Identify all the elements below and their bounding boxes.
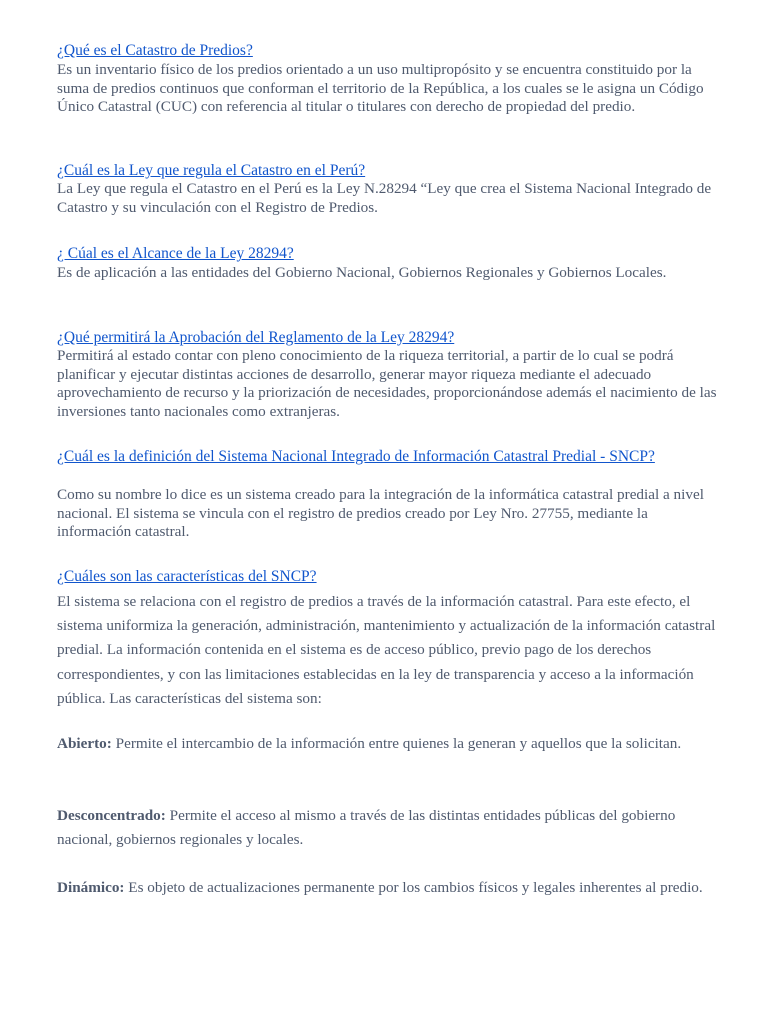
answer-caracteristicas: El sistema se relaciona con el registro de predios a través de la información catastral. Para este efecto, el sistema uniformiza la generación, administración, mantenimiento y actualización de la información catastral predial. La información contenida en el sistema es de acceso público, previo pago de los derechos correspondientes, y con las limitaciones establecidas en la ley de transparencia y acceso a la información pública. Las características del sistema son: [57,593,716,707]
question-link-caracteristicas[interactable]: ¿Cuáles son las características del SNCP? [57,568,317,585]
question-link-reglamento[interactable]: ¿Qué permitirá la Aprobación del Reglamento de la Ley 28294? [57,329,455,346]
answer-alcance: Es de aplicación a las entidades del Gobierno Nacional, Gobiernos Regionales y Gobiernos Locales. [57,264,667,281]
answer-sncp-definicion: Como su nombre lo dice es un sistema creado para la integración de la informática catastral predial a nivel nacional. El sistema se vincula con el registro de predios creado por Ley Nro. 27755, mediante la información catastral. [57,486,704,540]
question-link-alcance[interactable]: ¿ Cúal es el Alcance de la Ley 28294? [57,245,294,262]
answer-reglamento: Permitirá al estado contar con pleno conocimiento de la riqueza territorial, a partir de lo cual se podrá planificar y ejecutar distintas acciones de desarrollo, generar mayor riqueza mediante el adecuado aprovechamiento de recurso y la priorización de necesidades, proporcionándose además el nacimiento de las inversiones tanto nacionales como extranjeras. [57,347,717,420]
question-link-sncp-definicion[interactable]: ¿Cuál es la definición del Sistema Nacional Integrado de Información Catastral Predial - SNCP? [57,448,655,465]
desc-dinamico: Es objeto de actualizaciones permanente por los cambios físicos y legales inherentes al predio. [124,879,703,896]
term-dinamico: Dinámico: [57,879,125,896]
question-link-ley[interactable]: ¿Cuál es la Ley que regula el Catastro en el Perú? [57,162,366,179]
desc-abierto: Permite el intercambio de la información entre quienes la generan y aquellos que la solicitan. [111,735,682,752]
desc-desconcentrado: Permite el acceso al mismo a través de las distintas entidades públicas del gobierno nacional, gobiernos regionales y locales. [57,807,676,849]
characteristic-abierto [57,732,727,756]
answer-catastro: Es un inventario físico de los predios orientado a un uso multipropósito y se encuentra constituido por la suma de predios continuos que conforman el territorio de la República, a los cuales se le asigna un Código Único Catastral (CUC) con referencia al titular o titulares con derecho de propiedad del predio. [57,61,704,115]
characteristic-dinamico [57,876,727,900]
term-abierto: Abierto: [57,735,112,752]
question-link-catastro[interactable]: ¿Qué es el Catastro de Predios? [57,42,253,59]
characteristic-desconcentrado [57,804,727,852]
term-desconcentrado: Desconcentrado: [57,807,166,824]
answer-ley: La Ley que regula el Catastro en el Perú es la Ley N.28294 “Ley que crea el Sistema Nacional Integrado de Catastro y su vinculación con el Registro de Predios. [57,180,712,216]
